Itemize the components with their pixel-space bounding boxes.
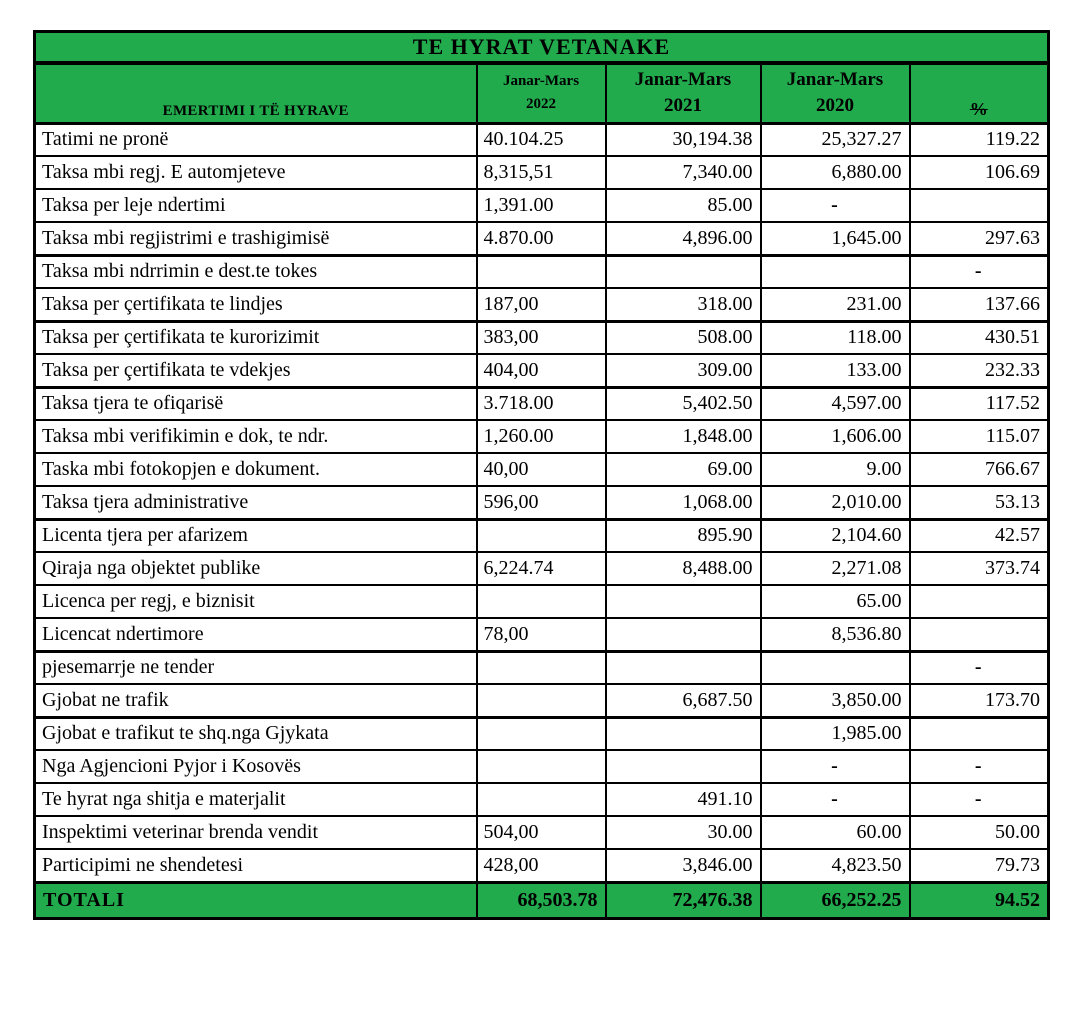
cell-percent-value: - — [910, 255, 1049, 288]
cell-2022-value — [477, 684, 606, 717]
cell-2020-value: - — [761, 783, 910, 816]
cell-2020-value: - — [761, 750, 910, 783]
cell-revenue-name: Taksa per çertifikata te kurorizimit — [35, 321, 477, 354]
cell-percent-value: - — [910, 651, 1049, 684]
cell-2020-value: 9.00 — [761, 453, 910, 486]
year-label: 2021 — [664, 95, 702, 117]
table-row — [35, 519, 1049, 552]
cell-2021-value: 30,194.38 — [606, 123, 761, 156]
table-row — [35, 453, 1049, 486]
cell-percent-value: 79.73 — [910, 849, 1049, 882]
cell-2020-value: 25,327.27 — [761, 123, 910, 156]
cell-2021-value: 5,402.50 — [606, 387, 761, 420]
cell-revenue-name: Gjobat ne trafik — [35, 684, 477, 717]
total-2020: 66,252.25 — [761, 882, 910, 918]
cell-2021-value: 309.00 — [606, 354, 761, 387]
cell-revenue-name: Qiraja nga objektet publike — [35, 552, 477, 585]
table-row — [35, 354, 1049, 387]
cell-2021-value — [606, 255, 761, 288]
cell-2022-value: 428,00 — [477, 849, 606, 882]
cell-2021-value: 6,687.50 — [606, 684, 761, 717]
table-row — [35, 420, 1049, 453]
total-2021: 72,476.38 — [606, 882, 761, 918]
cell-2022-value: 78,00 — [477, 618, 606, 651]
cell-revenue-name: Licenta tjera per afarizem — [35, 519, 477, 552]
table-title-row — [35, 32, 1049, 63]
cell-revenue-name: Taska mbi fotokopjen e dokument. — [35, 453, 477, 486]
cell-2021-value: 1,848.00 — [606, 420, 761, 453]
cell-2022-value: 383,00 — [477, 321, 606, 354]
cell-2021-value: 8,488.00 — [606, 552, 761, 585]
cell-percent-value: 115.07 — [910, 420, 1049, 453]
cell-revenue-name: Licenca per regj, e biznisit — [35, 585, 477, 618]
cell-2021-value: 85.00 — [606, 189, 761, 222]
table-row — [35, 123, 1049, 156]
cell-2020-value: 118.00 — [761, 321, 910, 354]
table-row — [35, 618, 1049, 651]
cell-2021-value — [606, 585, 761, 618]
table-row — [35, 651, 1049, 684]
cell-percent-value: 50.00 — [910, 816, 1049, 849]
cell-2021-value: 69.00 — [606, 453, 761, 486]
table-row — [35, 321, 1049, 354]
cell-2020-value: 60.00 — [761, 816, 910, 849]
cell-2020-value: - — [761, 189, 910, 222]
cell-2022-value — [477, 783, 606, 816]
cell-percent-value: 232.33 — [910, 354, 1049, 387]
table-row — [35, 816, 1049, 849]
cell-2022-value — [477, 651, 606, 684]
cell-revenue-name: Taksa tjera te ofiqarisë — [35, 387, 477, 420]
cell-2021-value: 3,846.00 — [606, 849, 761, 882]
cell-2022-value: 8,315,51 — [477, 156, 606, 189]
cell-percent-value — [910, 189, 1049, 222]
cell-2020-value: 1,606.00 — [761, 420, 910, 453]
cell-percent-value: 430.51 — [910, 321, 1049, 354]
cell-2020-value: 2,271.08 — [761, 552, 910, 585]
cell-2022-value: 40,00 — [477, 453, 606, 486]
cell-percent-value: - — [910, 750, 1049, 783]
cell-percent-value: 42.57 — [910, 519, 1049, 552]
table-row — [35, 486, 1049, 519]
cell-2020-value: 133.00 — [761, 354, 910, 387]
cell-2020-value: 4,597.00 — [761, 387, 910, 420]
cell-2020-value — [761, 651, 910, 684]
cell-revenue-name: Inspektimi veterinar brenda vendit — [35, 816, 477, 849]
table-row — [35, 849, 1049, 882]
table-row — [35, 684, 1049, 717]
cell-percent-value — [910, 618, 1049, 651]
cell-percent-value: - — [910, 783, 1049, 816]
cell-2020-value: 2,104.60 — [761, 519, 910, 552]
cell-2022-value: 4.870.00 — [477, 222, 606, 255]
cell-percent-value: 53.13 — [910, 486, 1049, 519]
cell-2020-value: 1,645.00 — [761, 222, 910, 255]
cell-2022-value — [477, 585, 606, 618]
cell-percent-value: 297.63 — [910, 222, 1049, 255]
cell-percent-value: 117.52 — [910, 387, 1049, 420]
cell-2022-value: 187,00 — [477, 288, 606, 321]
cell-percent-value: 173.70 — [910, 684, 1049, 717]
cell-2022-value — [477, 255, 606, 288]
year-label: 2020 — [816, 95, 854, 117]
table-row — [35, 156, 1049, 189]
cell-2020-value — [761, 255, 910, 288]
column-header-2020 — [761, 63, 910, 124]
table-row — [35, 750, 1049, 783]
cell-revenue-name: Taksa per çertifikata te lindjes — [35, 288, 477, 321]
cell-2021-value: 1,068.00 — [606, 486, 761, 519]
table-row — [35, 585, 1049, 618]
cell-revenue-name: Taksa mbi verifikimin e dok, te ndr. — [35, 420, 477, 453]
cell-revenue-name: Taksa mbi regj. E automjeteve — [35, 156, 477, 189]
revenue-table — [33, 30, 1050, 920]
cell-2022-value — [477, 750, 606, 783]
table-title: TE HYRAT VETANAKE — [35, 32, 1049, 63]
cell-percent-value: 119.22 — [910, 123, 1049, 156]
cell-2020-value: 2,010.00 — [761, 486, 910, 519]
cell-revenue-name: Licencat ndertimore — [35, 618, 477, 651]
table-row — [35, 387, 1049, 420]
cell-2022-value — [477, 519, 606, 552]
table-row — [35, 783, 1049, 816]
table-row — [35, 222, 1049, 255]
cell-2021-value — [606, 750, 761, 783]
cell-2022-value: 1,391.00 — [477, 189, 606, 222]
table-row — [35, 717, 1049, 750]
cell-2021-value: 491.10 — [606, 783, 761, 816]
cell-revenue-name: Nga Agjencioni Pyjor i Kosovës — [35, 750, 477, 783]
cell-2020-value: 6,880.00 — [761, 156, 910, 189]
table-row — [35, 288, 1049, 321]
cell-revenue-name: Tatimi ne pronë — [35, 123, 477, 156]
percent-symbol: % — [969, 98, 988, 119]
cell-2022-value: 504,00 — [477, 816, 606, 849]
cell-2021-value: 318.00 — [606, 288, 761, 321]
period-label: Janar-Mars — [786, 68, 884, 90]
cell-2022-value: 6,224.74 — [477, 552, 606, 585]
cell-2022-value: 3.718.00 — [477, 387, 606, 420]
cell-2021-value: 508.00 — [606, 321, 761, 354]
cell-2021-value — [606, 618, 761, 651]
total-row — [35, 882, 1049, 918]
cell-revenue-name: Participimi ne shendetesi — [35, 849, 477, 882]
total-percent: 94.52 — [910, 882, 1049, 918]
cell-2022-value: 404,00 — [477, 354, 606, 387]
cell-revenue-name: Taksa tjera administrative — [35, 486, 477, 519]
cell-revenue-name: Taksa mbi ndrrimin e dest.te tokes — [35, 255, 477, 288]
cell-revenue-name: Gjobat e trafikut te shq.nga Gjykata — [35, 717, 477, 750]
cell-2022-value — [477, 717, 606, 750]
column-header-2021 — [606, 63, 761, 124]
year-label: 2022 — [526, 96, 556, 113]
cell-2021-value: 7,340.00 — [606, 156, 761, 189]
cell-percent-value: 137.66 — [910, 288, 1049, 321]
total-2022: 68,503.78 — [477, 882, 606, 918]
cell-2020-value: 8,536.80 — [761, 618, 910, 651]
table-row — [35, 189, 1049, 222]
table-row — [35, 255, 1049, 288]
cell-2020-value: 3,850.00 — [761, 684, 910, 717]
cell-2022-value: 1,260.00 — [477, 420, 606, 453]
column-header-2022 — [477, 63, 606, 124]
cell-2020-value: 4,823.50 — [761, 849, 910, 882]
column-header-name: EMERTIMI I TË HYRAVE — [35, 63, 477, 124]
cell-2020-value: 1,985.00 — [761, 717, 910, 750]
cell-2020-value: 231.00 — [761, 288, 910, 321]
cell-2021-value: 895.90 — [606, 519, 761, 552]
cell-2021-value: 30.00 — [606, 816, 761, 849]
table-header-row — [35, 63, 1049, 124]
cell-percent-value: 106.69 — [910, 156, 1049, 189]
cell-2022-value: 40.104.25 — [477, 123, 606, 156]
cell-2021-value — [606, 717, 761, 750]
table-body — [35, 123, 1049, 882]
cell-percent-value: 766.67 — [910, 453, 1049, 486]
cell-percent-value: 373.74 — [910, 552, 1049, 585]
cell-percent-value — [910, 717, 1049, 750]
cell-2022-value: 596,00 — [477, 486, 606, 519]
cell-percent-value — [910, 585, 1049, 618]
cell-revenue-name: Taksa mbi regjistrimi e trashigimisë — [35, 222, 477, 255]
cell-2021-value: 4,896.00 — [606, 222, 761, 255]
cell-revenue-name: Taksa per leje ndertimi — [35, 189, 477, 222]
table-row — [35, 552, 1049, 585]
cell-revenue-name: pjesemarrje ne tender — [35, 651, 477, 684]
cell-2021-value — [606, 651, 761, 684]
cell-2020-value: 65.00 — [761, 585, 910, 618]
cell-revenue-name: Taksa per çertifikata te vdekjes — [35, 354, 477, 387]
total-label: TOTALI — [35, 882, 477, 918]
column-header-percent — [910, 63, 1049, 124]
cell-revenue-name: Te hyrat nga shitja e materjalit — [35, 783, 477, 816]
period-label: Janar-Mars — [502, 72, 580, 89]
period-label: Janar-Mars — [634, 68, 732, 90]
